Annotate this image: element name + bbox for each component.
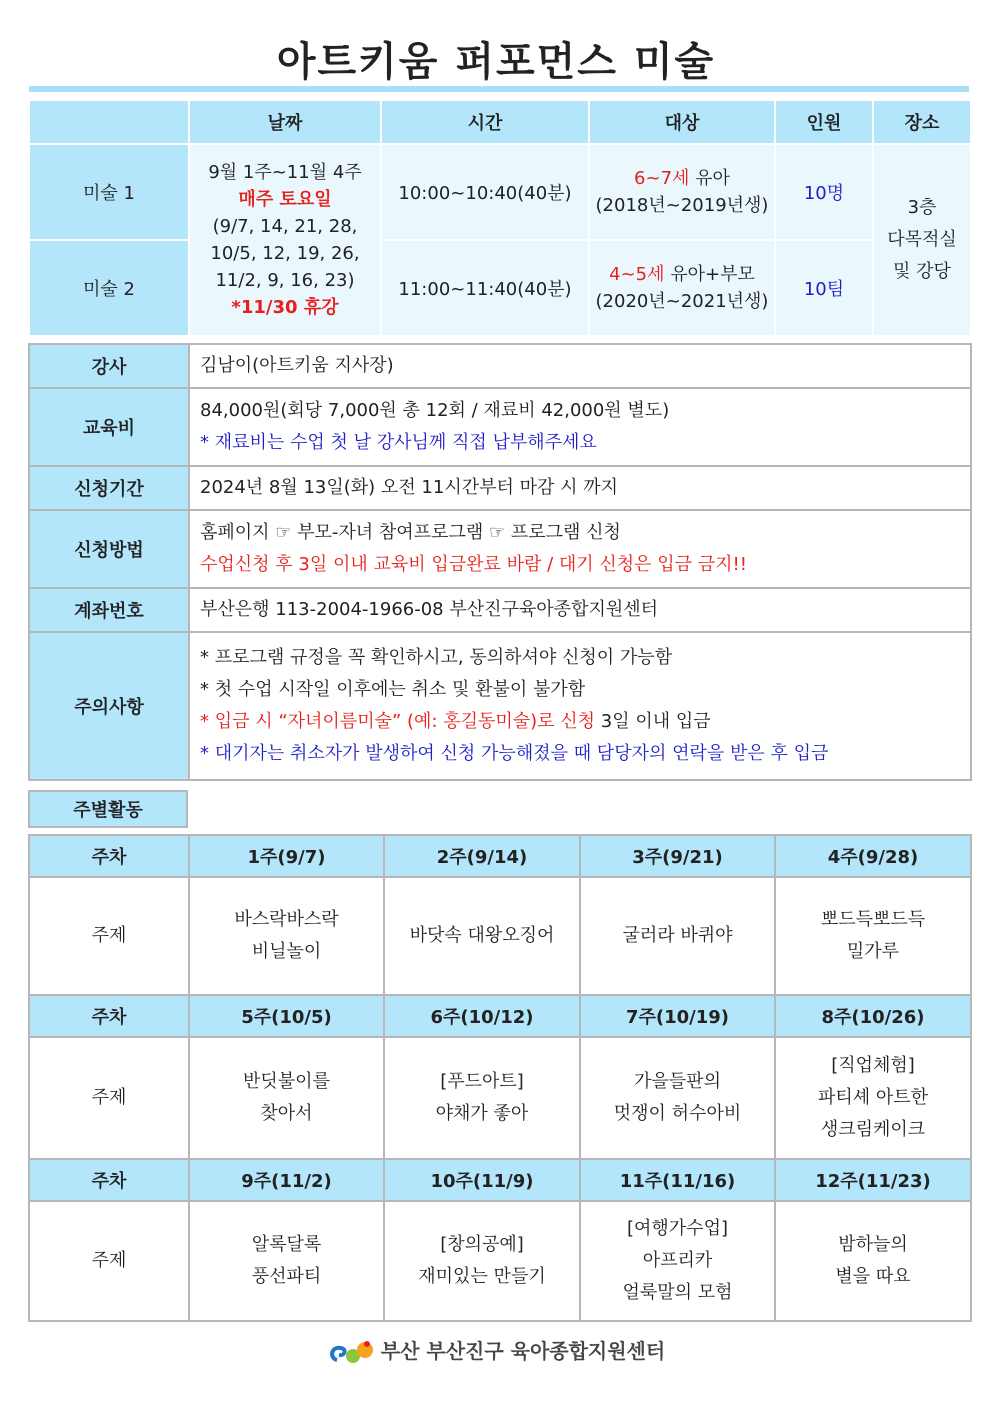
theme-9-line-1: 알록달록: [251, 1234, 322, 1255]
date-cell: [189, 144, 381, 336]
title-underline: [29, 86, 969, 92]
class2-time: 11:00~11:40(40분): [381, 240, 589, 336]
theme-3: [580, 877, 775, 995]
note-1: * 프로그램 규정을 꼭 확인하시고, 동의하셔야 신청이 가능함: [200, 647, 673, 668]
theme-6-line-2: 야채가 좋아: [435, 1103, 529, 1124]
note-2: * 첫 수업 시작일 이후에는 취소 및 환불이 불가함: [200, 679, 586, 700]
week-12: 12주(11/23): [775, 1159, 971, 1201]
theme-label: 주제: [29, 877, 189, 995]
theme-12-line-1: 밤하늘의: [838, 1234, 908, 1255]
theme-11-line-2: 아프리카: [642, 1250, 713, 1271]
fee-label: 교육비: [29, 388, 189, 466]
week-2: 2주(9/14): [384, 835, 580, 877]
account-label: 계좌번호: [29, 588, 189, 632]
class1-age: 6~7세: [634, 168, 690, 189]
weekly-label: 주별활동: [29, 791, 187, 827]
week-11: 11주(11/16): [580, 1159, 775, 1201]
theme-5: [189, 1037, 384, 1159]
place-floor: 3층: [907, 197, 937, 218]
place-hall: 및 강당: [893, 261, 951, 282]
date-holiday: *11/30 휴강: [231, 297, 339, 318]
weekly-label-box: [28, 790, 188, 828]
theme-1-line-1: 바스락바스락: [234, 909, 339, 930]
theme-7-line-2: 멋쟁이 허수아비: [613, 1103, 742, 1124]
theme-8-line-3: 생크림케이크: [820, 1119, 926, 1140]
note-3: [200, 706, 970, 738]
theme-7: [580, 1037, 775, 1159]
theme-1: [189, 877, 384, 995]
week-label: 주차: [29, 1159, 189, 1201]
place-room: 다목적실: [887, 229, 957, 250]
week-1: 1주(9/7): [189, 835, 384, 877]
theme-9: [189, 1201, 384, 1321]
header-target: 대상: [589, 100, 775, 144]
week-8: 8주(10/26): [775, 995, 971, 1037]
date-list-1: (9/7, 14, 21, 28,: [212, 216, 358, 237]
class2-birth: (2020년~2021년생): [595, 291, 769, 312]
date-list-3: 11/2, 9, 16, 23): [215, 270, 355, 291]
week-7: 7주(10/19): [580, 995, 775, 1037]
theme-3-line-1: 굴러라 바퀴야: [622, 925, 733, 946]
class1-count: 10명: [775, 144, 873, 240]
period-value: 2024년 8월 13일(화) 오전 11시간부터 마감 시 까지: [189, 466, 971, 510]
theme-7-line-1: 가을들판의: [634, 1071, 721, 1092]
week-6: 6주(10/12): [384, 995, 580, 1037]
date-list-2: 10/5, 12, 19, 26,: [210, 243, 360, 264]
theme-1-line-2: 비닐놀이: [251, 941, 322, 962]
instructor-value: 김남이(아트키움 지사장): [189, 344, 971, 388]
theme-11: [580, 1201, 775, 1321]
header-count: 인원: [775, 100, 873, 144]
class2-count: 10팀: [775, 240, 873, 336]
page-title: 아트키움 퍼포먼스 미술: [276, 39, 716, 85]
week-5: 5주(10/5): [189, 995, 384, 1037]
theme-5-line-2: 찾아서: [260, 1103, 313, 1124]
notes-label: 주의사항: [29, 632, 189, 780]
theme-10: [384, 1201, 580, 1321]
theme-9-line-2: 풍선파티: [251, 1266, 322, 1287]
header-date: 날짜: [189, 100, 381, 144]
theme-8-line-2: 파티셰 아트한: [817, 1087, 929, 1108]
method-steps: 홈페이지 ☞ 부모-자녀 참여프로그램 ☞ 프로그램 신청: [200, 522, 621, 543]
theme-8-line-1: [직업체험]: [831, 1055, 915, 1076]
footer-org-name: 부산 부산진구 육아종합지원센터: [380, 1339, 666, 1363]
date-range: 9월 1주~11월 4주: [208, 162, 362, 183]
week-10: 10주(11/9): [384, 1159, 580, 1201]
theme-10-line-1: [창의공예]: [440, 1234, 524, 1255]
method-value: [189, 510, 971, 588]
class1-label: 미술 1: [29, 144, 189, 240]
note-3-highlight: * 입금 시 “자녀이름미술” (예: 홍길동미술)로 신청: [200, 711, 596, 732]
week-label: 주차: [29, 835, 189, 877]
center-logo-icon: [327, 1338, 377, 1368]
fee-value: [189, 388, 971, 466]
info-table: [28, 343, 972, 781]
theme-4: [775, 877, 971, 995]
week-3: 3주(9/21): [580, 835, 775, 877]
corner-cell: [29, 100, 189, 144]
place-cell: [873, 144, 971, 336]
header-place: 장소: [873, 100, 971, 144]
note-3-rest: 3일 이내 입금: [595, 711, 711, 732]
theme-8: [775, 1037, 971, 1159]
theme-12: [775, 1201, 971, 1321]
theme-6: [384, 1037, 580, 1159]
class1-birth: (2018년~2019년생): [595, 195, 769, 216]
theme-2-line-1: 바닷속 대왕오징어: [409, 925, 555, 946]
week-label: 주차: [29, 995, 189, 1037]
class2-age: 4~5세: [609, 264, 665, 285]
schedule-table: [28, 99, 972, 337]
theme-label: 주제: [29, 1201, 189, 1321]
theme-4-line-2: 밀가루: [846, 941, 900, 962]
header-time: 시간: [381, 100, 589, 144]
class1-time: 10:00~10:40(40분): [381, 144, 589, 240]
theme-6-line-1: [푸드아트]: [440, 1071, 524, 1092]
instructor-label: 강사: [29, 344, 189, 388]
week-4: 4주(9/28): [775, 835, 971, 877]
weekly-table: [28, 834, 972, 1322]
theme-4-line-1: 뽀드득뽀드득: [820, 909, 926, 930]
class1-target-type: 유아: [695, 168, 730, 189]
week-9: 9주(11/2): [189, 1159, 384, 1201]
method-warning: 수업신청 후 3일 이내 교육비 입금완료 바람 / 대기 신청은 입금 금지!!: [200, 554, 747, 575]
theme-12-line-2: 별을 따요: [835, 1266, 911, 1287]
theme-11-line-1: [여행가수업]: [627, 1218, 728, 1239]
method-label: 신청방법: [29, 510, 189, 588]
date-every-saturday: 매주 토요일: [238, 189, 332, 210]
class1-target: [589, 144, 775, 240]
theme-5-line-1: 반딧불이를: [243, 1071, 330, 1092]
fee-amount: 84,000원(회당 7,000원 총 12회 / 재료비 42,000원 별도): [200, 400, 670, 421]
class2-target-type: 유아+부모: [670, 264, 755, 285]
theme-label: 주제: [29, 1037, 189, 1159]
period-label: 신청기간: [29, 466, 189, 510]
fee-material-note: * 재료비는 수업 첫 날 강사님께 직접 납부해주세요: [200, 432, 597, 453]
class2-label: 미술 2: [29, 240, 189, 336]
class2-target: [589, 240, 775, 336]
theme-11-line-3: 얼룩말의 모험: [622, 1282, 733, 1303]
note-4: * 대기자는 취소자가 발생하여 신청 가능해졌을 때 담당자의 연락을 받은 후 입금: [200, 743, 829, 764]
notes-value: [189, 632, 971, 780]
account-value: 부산은행 113-2004-1966-08 부산진구육아종합지원센터: [189, 588, 971, 632]
theme-10-line-2: 재미있는 만들기: [418, 1266, 546, 1287]
theme-2: [384, 877, 580, 995]
footer: [0, 1335, 992, 1368]
